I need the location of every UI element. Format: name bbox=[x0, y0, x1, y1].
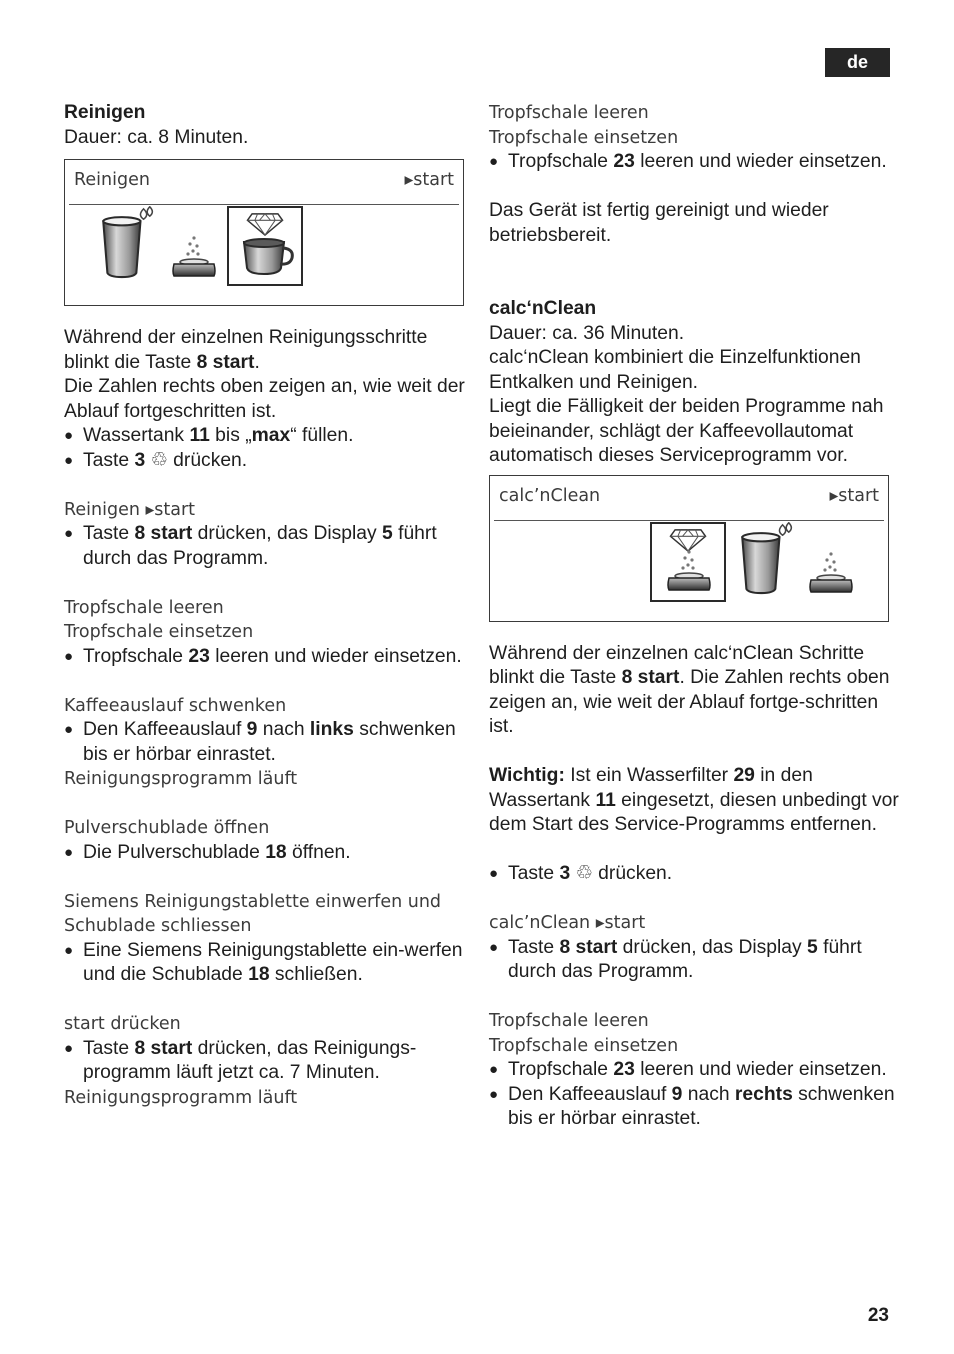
page-number: 23 bbox=[867, 1305, 889, 1326]
display-text: Pulverschublade öffnen bbox=[64, 818, 270, 838]
step-list-6 bbox=[64, 939, 469, 988]
display-start-action: ▸start bbox=[829, 485, 879, 506]
display-text: start drücken bbox=[64, 1014, 181, 1034]
paragraph-progress-info: Die Zahlen rechts oben zeigen an, wie weit der Ablauf fortgeschritten ist. bbox=[64, 376, 465, 422]
right-column bbox=[489, 101, 899, 1132]
paragraph-blink-info: Während der einzelnen Reinigungsschritte blinkt die Taste 8 start. bbox=[64, 327, 428, 373]
step-list-3 bbox=[64, 645, 469, 670]
display-panel-reinigen bbox=[64, 159, 464, 306]
display-text: Tropfschale leeren bbox=[489, 1011, 649, 1031]
paragraph-blink-info: Während der einzelnen calc‘nClean Schritte blinkt die Taste 8 start. Die Zahlen rechts oben zeigen an, wie weit der Ablauf fortge-schritten ist. bbox=[489, 642, 890, 737]
display-text: Tropfschale leeren bbox=[64, 597, 224, 618]
list-item: ● Taste 8 start drücken, das Reinigungs-programm läuft jetzt ca. 7 Minuten. bbox=[64, 1037, 469, 1086]
display-text: Reinigungsprogramm läuft bbox=[64, 769, 298, 789]
step-list-7 bbox=[64, 1037, 469, 1086]
paragraph-combines: calc‘nClean kombiniert die Einzelfunktionen Entkalken und Reinigen. bbox=[489, 347, 861, 393]
list-item: ● Taste 8 start drücken, das Display 5 führt durch das Programm. bbox=[489, 936, 899, 985]
list-item: ● Wassertank 11 bis „max“ füllen. bbox=[64, 424, 469, 449]
drip-tray-icon bbox=[163, 232, 225, 282]
duration-text: Dauer: ca. 36 Minuten. bbox=[489, 322, 685, 344]
list-item: ● Tropfschale 23 leeren und wieder einsetzen. bbox=[64, 645, 469, 670]
drip-tray-icon bbox=[800, 548, 862, 598]
list-item: ● Eine Siemens Reinigungstablette ein-werfen und die Schublade 18 schließen. bbox=[64, 939, 469, 988]
step-list-r2 bbox=[489, 862, 899, 887]
display-divider bbox=[69, 204, 459, 205]
step-list-r1 bbox=[489, 150, 899, 175]
list-item: ● Taste 3 ♲ drücken. bbox=[64, 449, 469, 474]
display-text: Tropfschale einsetzen bbox=[489, 127, 679, 148]
display-divider bbox=[494, 520, 884, 521]
display-start-action: ▸start bbox=[404, 170, 454, 190]
paragraph-ready: Das Gerät ist fertig gereinigt und wieder betriebsbereit. bbox=[489, 200, 829, 246]
descaling-tray-icon-selected bbox=[650, 522, 726, 602]
list-item: ● Taste 3 ♲ drücken. bbox=[489, 862, 899, 887]
step-list-1 bbox=[64, 424, 469, 473]
step-list-5 bbox=[64, 841, 469, 866]
glass-icon bbox=[734, 522, 796, 598]
section-title-reinigen: Reinigen bbox=[64, 102, 146, 123]
display-text: calc’nClean ▸start bbox=[489, 913, 646, 933]
display-text: Tropfschale einsetzen bbox=[64, 622, 254, 642]
display-text: Siemens Reinigungstablette einwerfen und Schublade schliessen bbox=[64, 891, 442, 936]
display-label: calc’nClean bbox=[499, 485, 601, 506]
display-text: Tropfschale einsetzen bbox=[489, 1035, 679, 1056]
display-label: Reinigen bbox=[74, 170, 150, 190]
glass-icon bbox=[95, 206, 157, 282]
display-panel-calcnclean bbox=[489, 475, 889, 622]
display-text: Kaffeeauslauf schwenken bbox=[64, 695, 287, 716]
list-item: ● Tropfschale 23 leeren und wieder einsetzen. bbox=[489, 150, 899, 175]
list-item: ● Die Pulverschublade 18 öffnen. bbox=[64, 841, 469, 866]
step-list-r3 bbox=[489, 936, 899, 985]
display-text: Reinigen ▸start bbox=[64, 499, 196, 520]
cleaning-cup-icon-selected bbox=[227, 206, 303, 286]
list-item: ● Den Kaffeeauslauf 9 nach rechts schwenken bis er hörbar einrastet. bbox=[489, 1083, 899, 1132]
section-title-calcnclean: calc‘nClean bbox=[489, 298, 597, 319]
paragraph-important: Wichtig: Ist ein Wasserfilter 29 in den Wassertank 11 eingesetzt, diesen unbedingt vor dem Start des Service-Programms entfernen. bbox=[489, 765, 899, 835]
left-column bbox=[64, 101, 469, 1110]
list-item: ● Tropfschale 23 leeren und wieder einsetzen. bbox=[489, 1058, 899, 1083]
step-list-r4 bbox=[489, 1058, 899, 1132]
paragraph-suggestion: Liegt die Fälligkeit der beiden Programme nah beieinander, schlägt der Kaffeevollautomat automatisch dieses Serviceprogramm vor. bbox=[489, 396, 884, 466]
list-item: ● Taste 8 start drücken, das Display 5 führt durch das Programm. bbox=[64, 522, 469, 571]
display-text: Tropfschale leeren bbox=[489, 103, 649, 123]
step-list-2 bbox=[64, 522, 469, 571]
display-text: Reinigungsprogramm läuft bbox=[64, 1087, 298, 1108]
step-list-4 bbox=[64, 718, 469, 767]
language-badge: de bbox=[825, 48, 890, 77]
list-item: ● Den Kaffeeauslauf 9 nach links schwenken bis er hörbar einrastet. bbox=[64, 718, 469, 767]
duration-text: Dauer: ca. 8 Minuten. bbox=[64, 126, 249, 148]
